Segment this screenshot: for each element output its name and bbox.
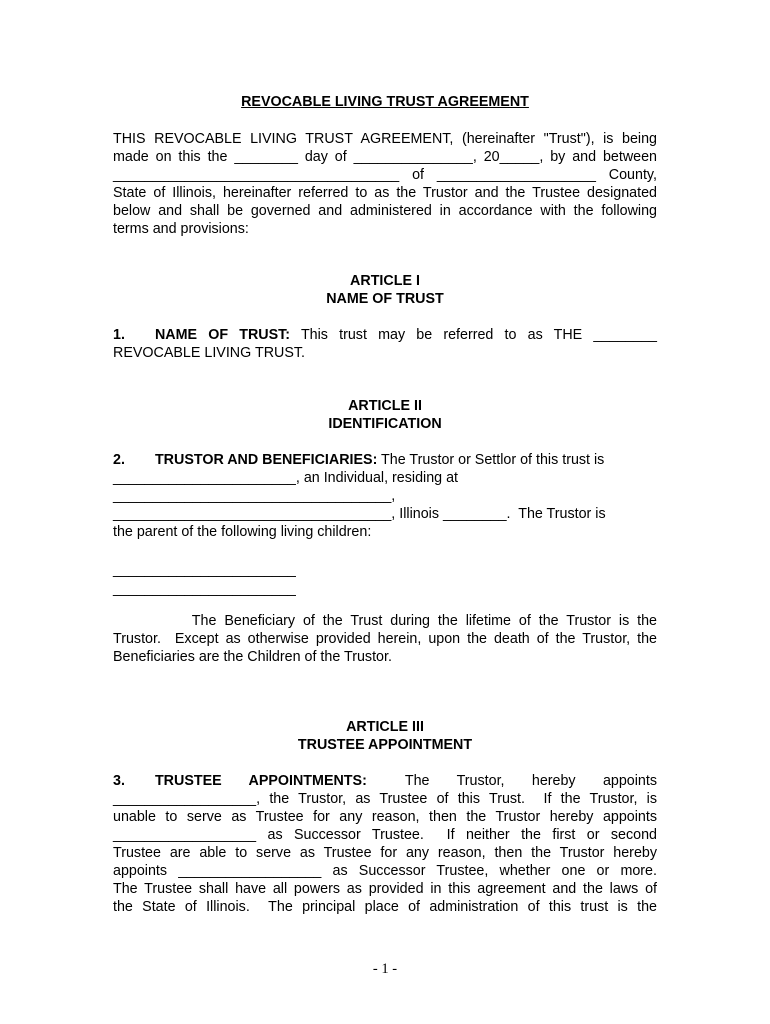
child-name-blank: _______________________ bbox=[113, 581, 296, 597]
section-3-line: __________________, the Trustor, as Trustee of this Trust. If the Trustor, is bbox=[113, 791, 657, 807]
section-2-line: ___________________________________, Illinois ________. The Trustor is bbox=[113, 506, 606, 522]
section-2-line: ___________________________________, bbox=[113, 488, 396, 504]
section-2-line: the parent of the following living children: bbox=[113, 524, 372, 540]
article-2-subheading: IDENTIFICATION bbox=[328, 416, 442, 432]
section-2-line bbox=[113, 451, 657, 469]
section-2-label: TRUSTOR AND BENEFICIARIES: bbox=[154, 452, 378, 468]
section-3-line: the State of Illinois. The principal place of administration of this trust is the bbox=[113, 899, 657, 915]
article-1-heading: ARTICLE I bbox=[350, 273, 420, 289]
article-2-heading: ARTICLE II bbox=[348, 398, 422, 414]
intro-line: ____________________________________ of ____________________ County, bbox=[113, 167, 657, 183]
section-3-line: unable to serve as Trustee for any reason, then the Trustor hereby appoints bbox=[113, 809, 657, 825]
section-1-text: This trust may be referred to as THE ________ bbox=[290, 327, 657, 343]
article-3-heading: ARTICLE III bbox=[346, 719, 424, 735]
section-3-line: appoints __________________ as Successor Trustee, whether one or more. bbox=[113, 863, 657, 879]
document-title: REVOCABLE LIVING TRUST AGREEMENT bbox=[241, 94, 529, 110]
article-3-subheading: TRUSTEE APPOINTMENT bbox=[297, 737, 473, 753]
intro-line: State of Illinois, hereinafter referred to as the Trustor and the Trustee designated bbox=[113, 185, 657, 201]
intro-line: made on this the ________ day of _______________, 20_____, by and between bbox=[113, 149, 657, 165]
section-3-line: The Trustee shall have all powers as provided in this agreement and the laws of bbox=[113, 881, 657, 897]
page-number: - 1 - bbox=[372, 961, 398, 977]
section-2-number: 2. bbox=[113, 452, 125, 468]
section-2-line: _______________________, an Individual, residing at bbox=[113, 470, 459, 486]
article-1-subheading: NAME OF TRUST bbox=[326, 291, 444, 307]
intro-line: terms and provisions: bbox=[113, 221, 249, 237]
intro-line: THIS REVOCABLE LIVING TRUST AGREEMENT, (hereinafter "Trust"), is being bbox=[113, 131, 657, 147]
section-3-line bbox=[113, 772, 657, 790]
beneficiary-line: Beneficiaries are the Children of the Trustor. bbox=[113, 649, 392, 665]
beneficiary-line: Trustor. Except as otherwise provided herein, upon the death of the Trustor, the bbox=[113, 631, 657, 647]
section-2-text: The Trustor or Settlor of this trust is bbox=[377, 452, 605, 468]
section-1-number: 1. bbox=[113, 327, 125, 343]
section-1-line: REVOCABLE LIVING TRUST. bbox=[113, 345, 306, 361]
beneficiary-line: The Beneficiary of the Trust during the lifetime of the Trustor is the bbox=[113, 613, 657, 629]
child-name-blank: _______________________ bbox=[113, 562, 296, 578]
intro-line: below and shall be governed and administered in accordance with the following bbox=[113, 203, 657, 219]
section-3-number: 3. bbox=[113, 773, 125, 789]
section-1-label: NAME OF TRUST: bbox=[154, 327, 291, 343]
section-3-text: The Trustor, hereby appoints bbox=[404, 773, 657, 789]
section-3-line: Trustee are able to serve as Trustee for any reason, then the Trustor hereby bbox=[113, 845, 657, 861]
section-3-line: __________________ as Successor Trustee. If neither the first or second bbox=[113, 827, 657, 843]
section-1-line bbox=[113, 326, 657, 344]
section-3-label: TRUSTEE APPOINTMENTS: bbox=[154, 773, 367, 789]
